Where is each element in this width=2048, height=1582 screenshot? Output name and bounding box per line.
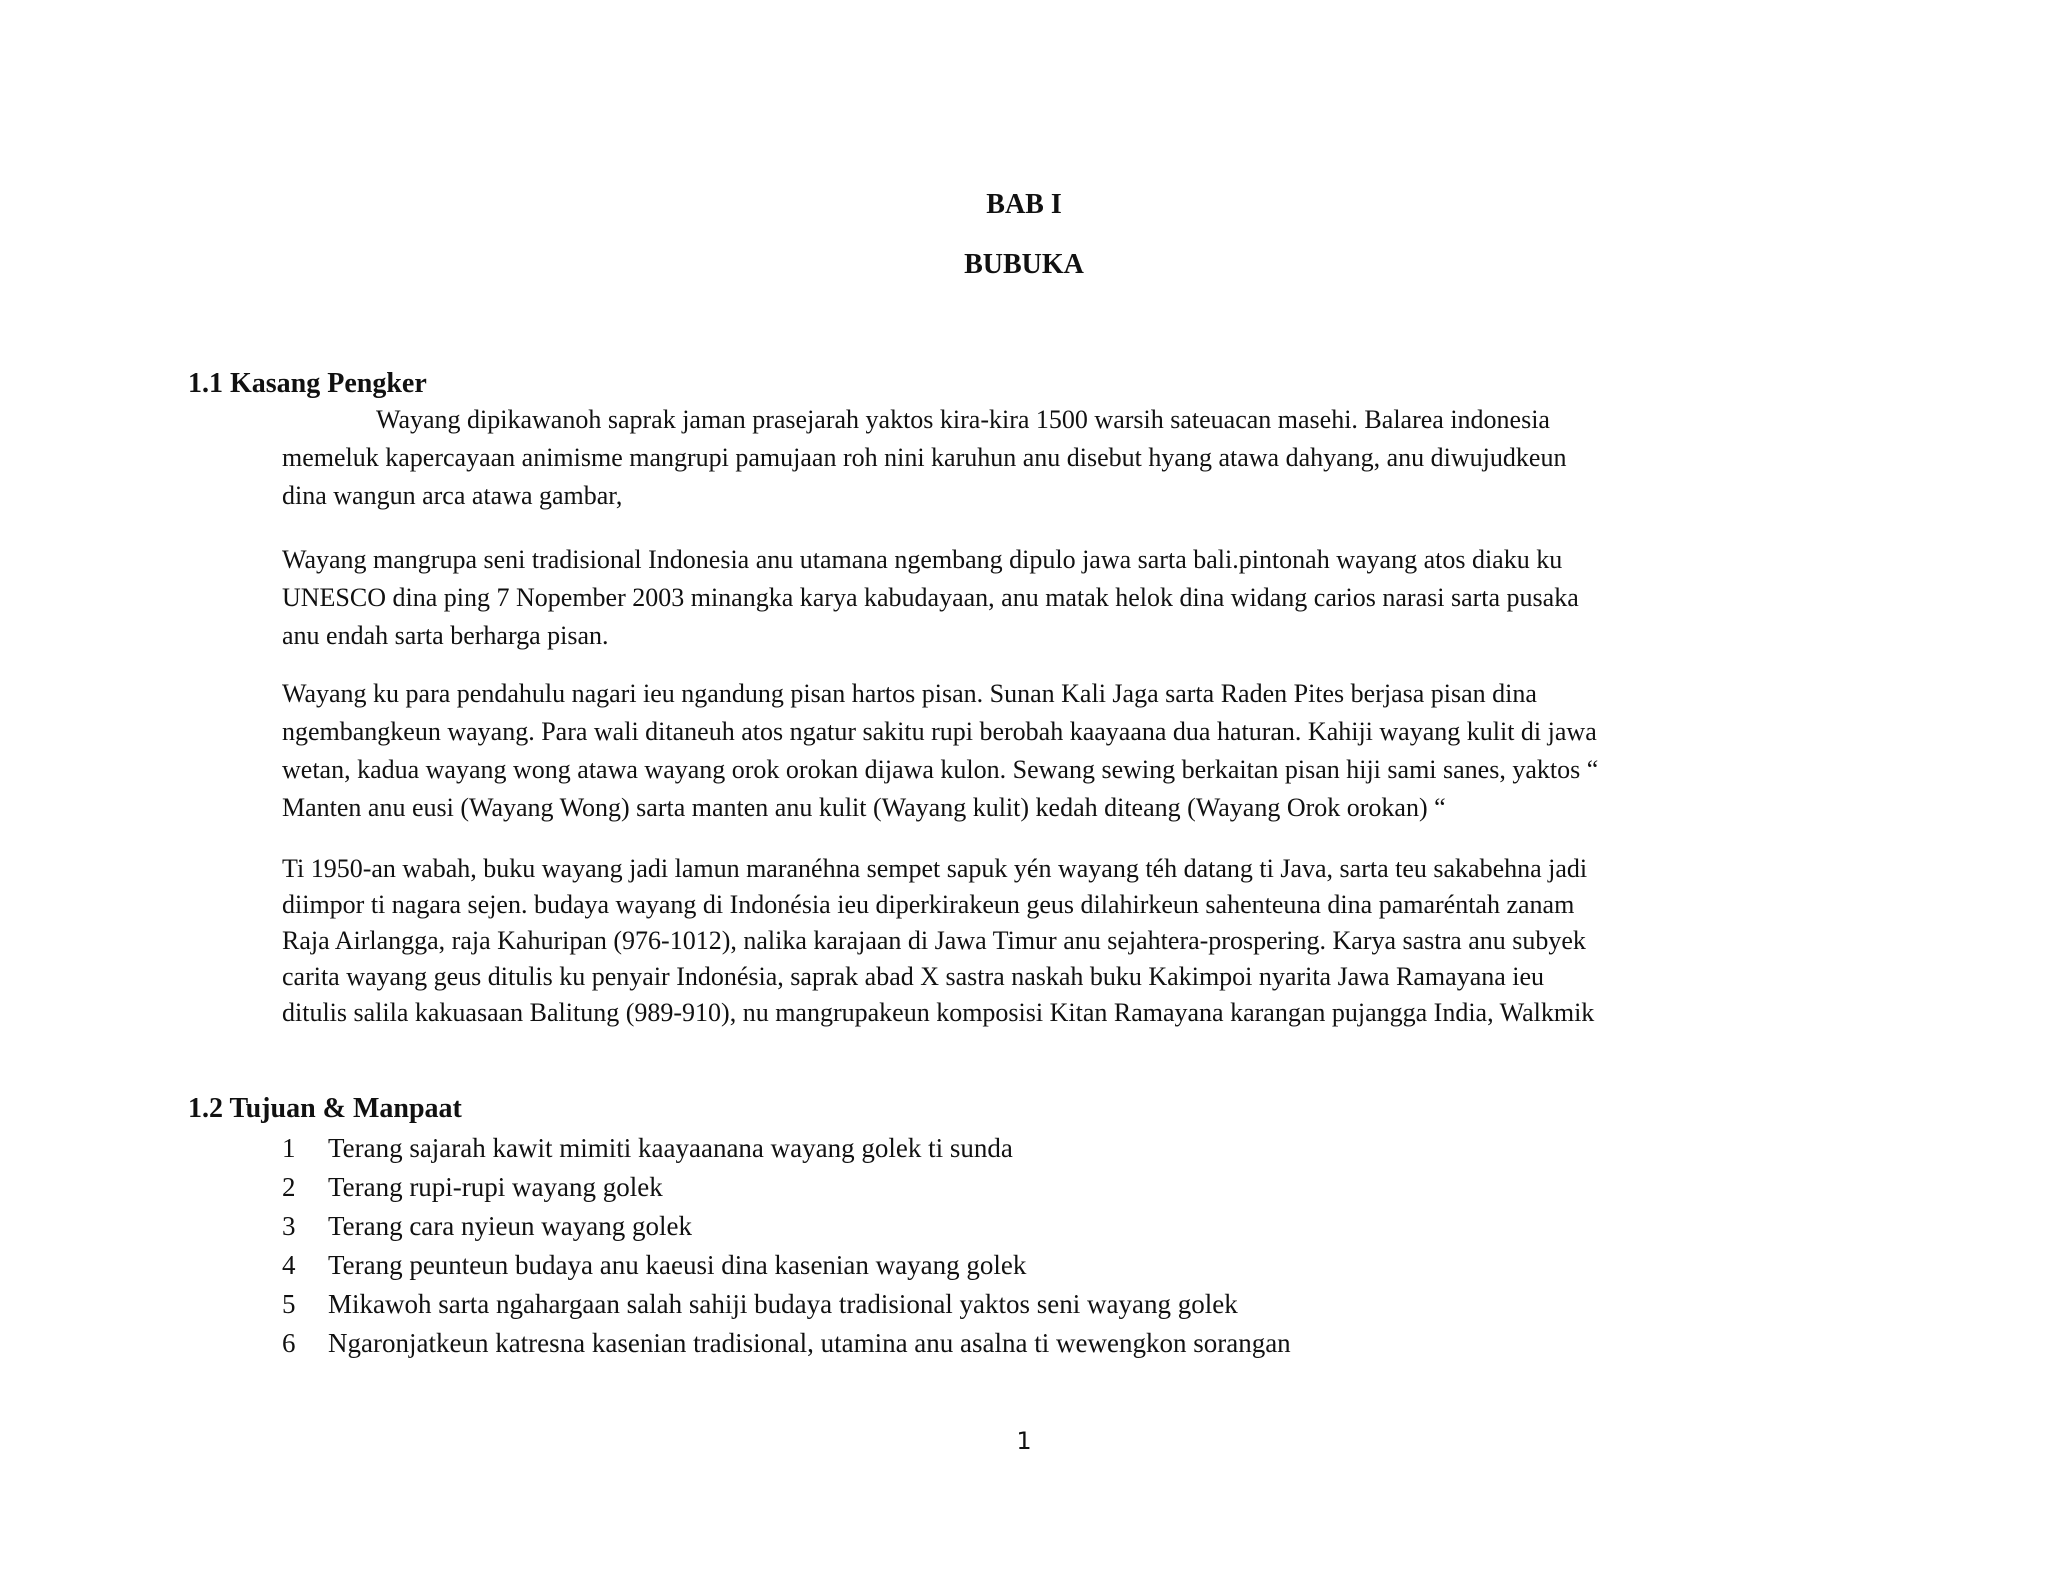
paragraph-1	[282, 401, 1566, 515]
list-item-text: Terang peunteun budaya anu kaeusi dina kasenian wayang golek	[328, 1250, 1027, 1280]
paragraph-2	[282, 541, 1579, 655]
list-item-number: 2	[282, 1172, 296, 1202]
list-item-text: Ngaronjatkeun katresna kasenian tradisional, utamina anu asalna ti wewengkon sorangan	[328, 1328, 1291, 1358]
list-item	[282, 1207, 1291, 1246]
paragraph-line: Wayang mangrupa seni tradisional Indonesia anu utamana ngembang dipulo jawa sarta bali.pintonah wayang atos diaku ku	[282, 545, 1563, 574]
paragraph-line: ditulis salila kakuasaan Balitung (989-910), nu mangrupakeun komposisi Kitan Ramayana karangan pujangga India, Walkmik	[282, 998, 1595, 1027]
list-item-number: 1	[282, 1133, 296, 1163]
list-item-number: 3	[282, 1211, 296, 1241]
list-item-text: Mikawoh sarta ngahargaan salah sahiji budaya tradisional yaktos seni wayang golek	[328, 1289, 1238, 1319]
list-item-text: Terang sajarah kawit mimiti kaayaanana wayang golek ti sunda	[328, 1133, 1013, 1163]
chapter-title: BUBUKA	[964, 249, 1084, 280]
paragraph-line: dina wangun arca atawa gambar,	[282, 481, 623, 510]
paragraph-4	[282, 851, 1594, 1031]
list-item	[282, 1285, 1291, 1324]
paragraph-line: Wayang ku para pendahulu nagari ieu ngandung pisan hartos pisan. Sunan Kali Jaga sarta Raden Pites berjasa pisan dina	[282, 679, 1537, 708]
list-item	[282, 1168, 1291, 1207]
paragraph-line: ngembangkeun wayang. Para wali ditaneuh atos ngatur sakitu rupi berobah kaayaana dua haturan. Kahiji wayang kulit di jawa	[282, 717, 1597, 746]
list-item-text: Terang rupi-rupi wayang golek	[328, 1172, 663, 1202]
paragraph-line: UNESCO dina ping 7 Nopember 2003 minangka karya kabudayaan, anu matak helok dina widang carios narasi sarta pusaka	[282, 583, 1579, 612]
chapter-number: BAB I	[986, 189, 1062, 220]
list-item-text: Terang cara nyieun wayang golek	[328, 1211, 692, 1241]
paragraph-line: Wayang dipikawanoh saprak jaman prasejarah yaktos kira-kira 1500 warsih sateuacan masehi. Balarea indonesia	[376, 405, 1550, 434]
section-heading-kasang-pengker: 1.1 Kasang Pengker	[188, 368, 427, 399]
section-heading-tujuan-manpaat: 1.2 Tujuan & Manpaat	[188, 1093, 462, 1124]
list-item-number: 6	[282, 1328, 296, 1358]
paragraph-line: wetan, kadua wayang wong atawa wayang orok orokan dijawa kulon. Sewang sewing berkaitan pisan hiji sami sanes, yaktos “	[282, 755, 1599, 784]
list-item-number: 4	[282, 1250, 296, 1280]
paragraph-line: diimpor ti nagara sejen. budaya wayang di Indonésia ieu diperkirakeun geus dilahirkeun sahenteuna dina pamaréntah zanam	[282, 890, 1575, 919]
page-number: 1	[1016, 1427, 1032, 1455]
paragraph-line: Ti 1950-an wabah, buku wayang jadi lamun maranéhna sempet sapuk yén wayang téh datang ti Java, sarta teu sakabehna jadi	[282, 854, 1588, 883]
goals-list	[282, 1129, 1291, 1363]
paragraph-line: Raja Airlangga, raja Kahuripan (976-1012), nalika karajaan di Jawa Timur anu sejahtera-prospering. Karya sastra anu subyek	[282, 926, 1586, 955]
paragraph-line: memeluk kapercayaan animisme mangrupi pamujaan roh nini karuhun anu disebut hyang atawa dahyang, anu diwujudkeun	[282, 443, 1567, 472]
paragraph-line: Manten anu eusi (Wayang Wong) sarta manten anu kulit (Wayang kulit) kedah diteang (Wayang Orok orokan) “	[282, 793, 1446, 822]
list-item-number: 5	[282, 1289, 296, 1319]
paragraph-3	[282, 675, 1598, 827]
list-item	[282, 1246, 1291, 1285]
paragraph-line: carita wayang geus ditulis ku penyair Indonésia, saprak abad X sastra naskah buku Kakimpoi nyarita Jawa Ramayana ieu	[282, 962, 1545, 991]
list-item	[282, 1129, 1291, 1168]
paragraph-line: anu endah sarta berharga pisan.	[282, 621, 609, 650]
list-item	[282, 1324, 1291, 1363]
